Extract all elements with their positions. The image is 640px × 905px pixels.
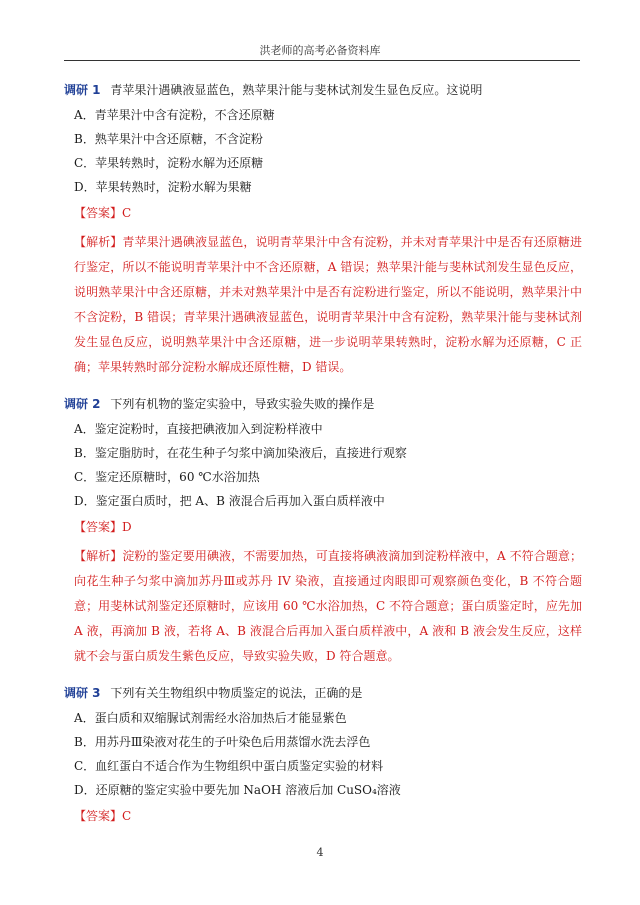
question-text: 下列有关生物组织中物质鉴定的说法，正确的是 <box>110 686 363 700</box>
question-2 <box>64 394 582 669</box>
question-stem <box>64 80 582 100</box>
question-text: 青苹果汁遇碘液显蓝色，熟苹果汁能与斐林试剂发生显色反应。这说明 <box>110 83 483 97</box>
page-header: 洪老师的高考必备资料库 <box>259 44 381 57</box>
header-rule <box>64 60 580 61</box>
answer: 【答案】C <box>74 206 132 220</box>
answer: 【答案】D <box>74 520 132 534</box>
explanation: 【解析】淀粉的鉴定要用碘液，不需要加热，可直接将碘液滴加到淀粉样液中，A 不符合题意；向花生种子匀浆中滴加苏丹Ⅲ或苏丹 IV 染液，直接通过肉眼即可观察颜色变化，B 不符合题意；用斐林试剂鉴定还原糖时，应该用 60 ℃水浴加热，C 不符合题意；蛋白质鉴定时，应先加 A 液，再滴加 B 液，若将 A、B 液混合后再加入蛋白质样液中，A 液和 B 液会发生反应，这样就不会与蛋白质发生紫色反应，导致实验失败，D 符合题意。 <box>74 549 582 663</box>
option-c: C．血红蛋白不适合作为生物组织中蛋白质鉴定实验的材料 <box>74 759 384 773</box>
option-c: C．鉴定还原糖时，60 ℃水浴加热 <box>74 470 260 484</box>
option-b: B．鉴定脂肪时，在花生种子匀浆中滴加染液后，直接进行观察 <box>74 446 407 460</box>
explanation: 【解析】青苹果汁遇碘液显蓝色，说明青苹果汁中含有淀粉，并未对青苹果汁中是否有还原糖进行鉴定，所以不能说明青苹果汁中不含还原糖，A 错误；熟苹果汁能与斐林试剂发生显色反应，说明熟苹果汁中含还原糖，并未对熟苹果汁中是否有淀粉进行鉴定，所以不能说明，熟苹果汁中不含淀粉，B 错误；青苹果汁遇碘液显蓝色，说明青苹果汁中含有淀粉，熟苹果汁能与斐林试剂发生显色反应，说明熟苹果汁中含还原糖，进一步说明苹果转熟时，淀粉水解为还原糖，C 正确；苹果转熟时部分淀粉水解成还原性糖，D 错误。 <box>74 235 582 374</box>
question-stem <box>64 394 582 414</box>
question-stem <box>64 683 582 703</box>
option-b: B．用苏丹Ⅲ染液对花生的子叶染色后用蒸馏水洗去浮色 <box>74 735 371 749</box>
option-a: A．鉴定淀粉时，直接把碘液加入到淀粉样液中 <box>74 422 323 436</box>
question-label: 调研 1 <box>64 83 101 97</box>
answer: 【答案】C <box>74 809 132 823</box>
option-d: D．还原糖的鉴定实验中要先加 NaOH 溶液后加 CuSO₄溶液 <box>74 783 401 797</box>
document-body <box>64 80 582 839</box>
question-label: 调研 3 <box>64 686 101 700</box>
option-d: D．鉴定蛋白质时，把 A、B 液混合后再加入蛋白质样液中 <box>74 494 385 508</box>
question-3 <box>64 683 582 825</box>
option-a: A．蛋白质和双缩脲试剂需经水浴加热后才能显紫色 <box>74 711 347 725</box>
option-d: D．苹果转熟时，淀粉水解为果糖 <box>74 180 252 194</box>
option-c: C．苹果转熟时，淀粉水解为还原糖 <box>74 156 264 170</box>
option-a: A．青苹果汁中含有淀粉，不含还原糖 <box>74 108 275 122</box>
question-label: 调研 2 <box>64 397 101 411</box>
question-1 <box>64 80 582 380</box>
page-number: 4 <box>316 846 324 859</box>
question-text: 下列有机物的鉴定实验中，导致实验失败的操作是 <box>110 397 375 411</box>
option-b: B．熟苹果汁中含还原糖，不含淀粉 <box>74 132 263 146</box>
